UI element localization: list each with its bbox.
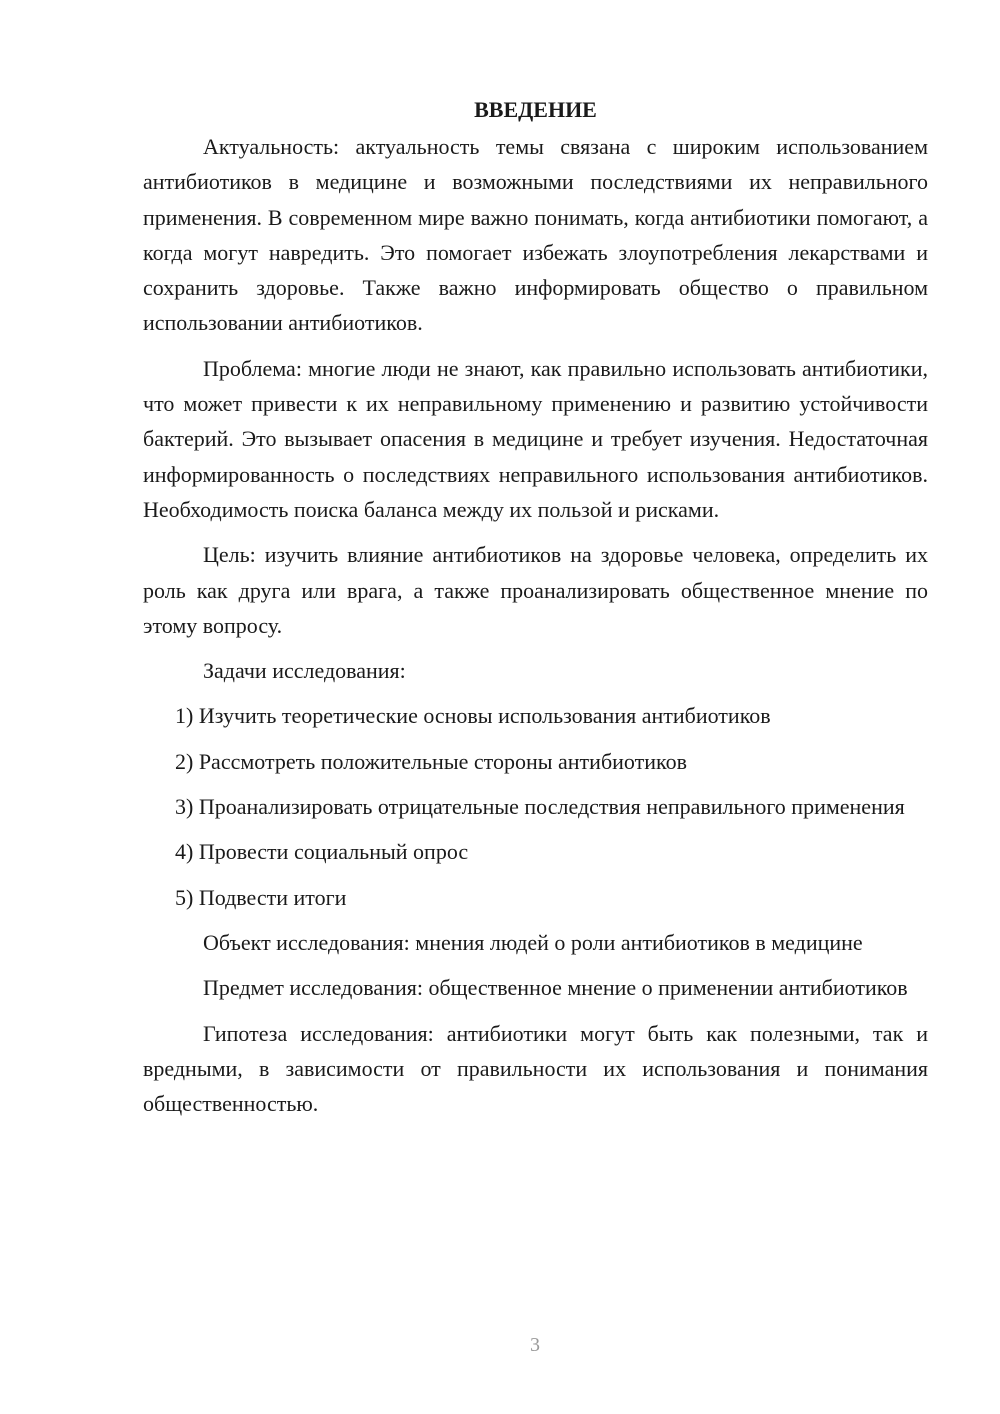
paragraph-tasks-heading: Задачи исследования: [203,658,406,684]
page-number: 3 [530,1334,540,1356]
document-page [143,92,928,1131]
paragraph-relevance: Актуальность: актуальность темы связана с широким использованием антибиотиков в медицине и возможными последствиями их неправильного применения. В современном мире важно понимать, когда антибиотики помогают, а когда могут навредить. Это помогает избежать злоупотребления лекарствами и сохранить здоровье. Также важно информировать общество о правильном использовании антибиотиков. [143,134,928,336]
paragraph-goal: Цель: изучить влияние антибиотиков на здоровье человека, определить их роль как друга или врага, а также проанализировать общественное мнение по этому вопросу. [143,542,928,638]
paragraph-object: Объект исследования: мнения людей о роли антибиотиков в медицине [203,929,863,955]
page-title: ВВЕДЕНИЕ [474,97,597,122]
paragraph-subject: Предмет исследования: общественное мнение о применении антибиотиков [203,975,908,1001]
paragraph-problem: Проблема: многие люди не знают, как правильно использовать антибиотики, что может привести к их неправильному применению и развитию устойчивости бактерий. Это вызывает опасения в медицине и требует изучения. Недостаточная информированность о последствиях неправильного использования антибиотиков. Необходимость поиска баланса между их пользой и рисками. [143,355,928,522]
task-item-4: 4) Провести социальный опрос [175,839,469,865]
paragraph-hypothesis: Гипотеза исследования: антибиотики могут быть как полезными, так и вредными, в зависимости от правильности их использования и понимания общественностью. [143,1020,928,1117]
task-item-1: 1) Изучить теоретические основы использования антибиотиков [175,703,771,729]
task-item-3: 3) Проанализировать отрицательные последствия неправильного применения [175,794,905,820]
task-item-5: 5) Подвести итоги [175,884,347,910]
task-item-2: 2) Рассмотреть положительные стороны антибиотиков [175,748,687,774]
